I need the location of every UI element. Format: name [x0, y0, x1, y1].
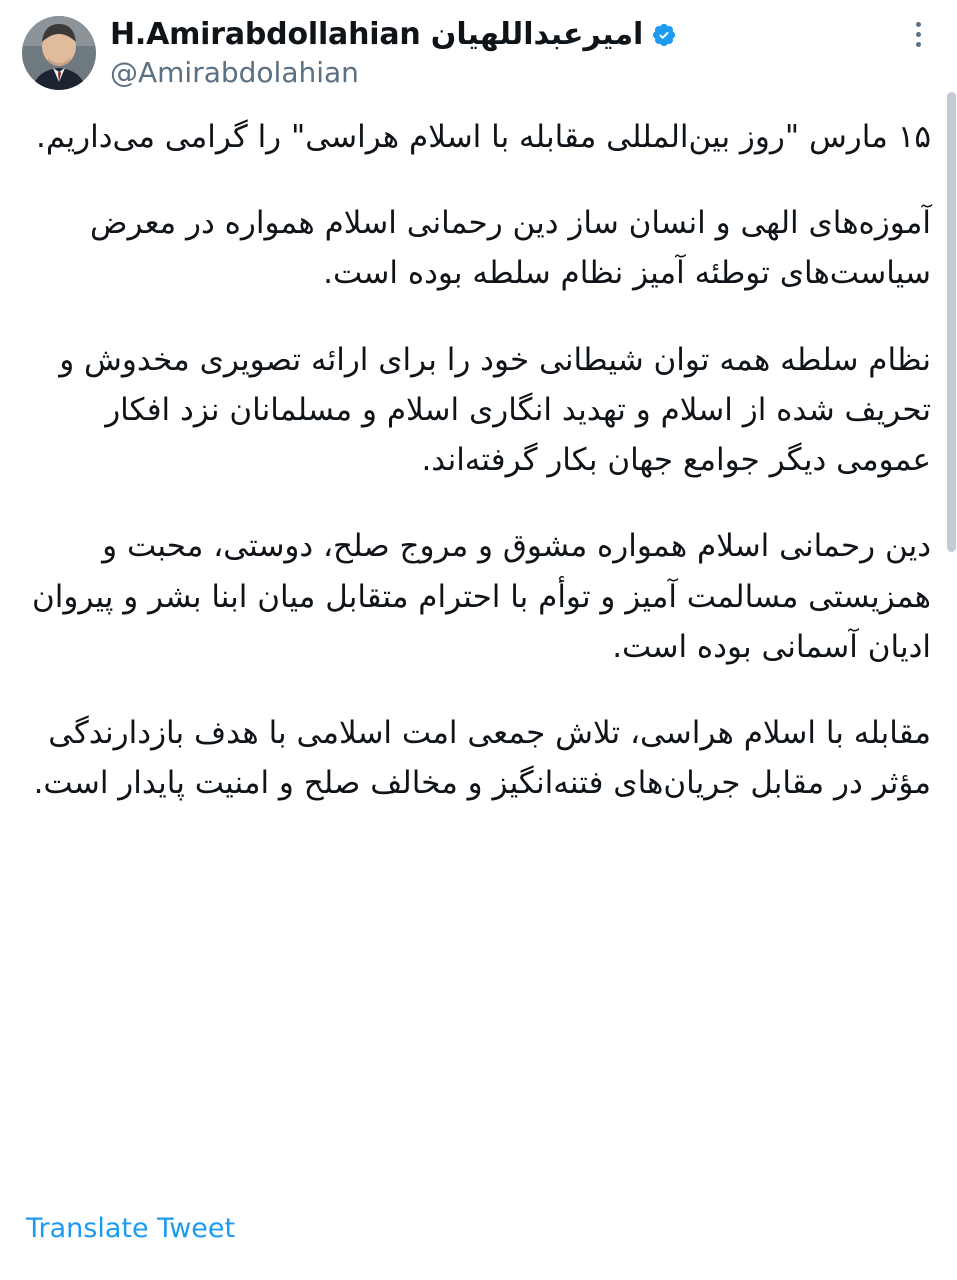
tweet-header — [22, 12, 935, 90]
tweet-paragraph: آموزه‌های الهی و انسان ساز دین رحمانی اسلام همواره در معرض سیاست‌های توطئه آمیز نظام سلطه بوده است. — [90, 205, 931, 292]
avatar[interactable] — [22, 16, 96, 90]
translate-tweet-link[interactable]: Translate Tweet — [26, 1213, 236, 1244]
tweet-paragraph: نظام سلطه همه توان شیطانی خود را برای ارائه تصویری مخدوش و تحریف شده از اسلام و تهدید انگاری اسلام و مسلمانان نزد افکار عمومی دیگر جوامع جهان بکار گرفته‌اند. — [59, 341, 931, 479]
tweet-paragraph: دین رحمانی اسلام همواره مشوق و مروج صلح، دوستی، محبت و همزیستی مسالمت آمیز و توأم با احترام متقابل میان ابنا بشر و پیروان ادیان آسمانی بوده است. — [31, 528, 931, 665]
scrollbar[interactable] — [946, 0, 957, 1280]
name-row — [110, 18, 887, 53]
tweet-text — [22, 112, 935, 808]
account-handle[interactable]: @Amirabdolahian — [110, 55, 359, 89]
verified-badge-icon — [651, 22, 677, 48]
display-name: H.Amirabdollahian امیرعبداللهیان — [110, 17, 644, 52]
scrollbar-thumb[interactable] — [947, 92, 956, 552]
kebab-dots — [916, 22, 921, 47]
tweet-paragraph: ۱۵ مارس "روز بین‌المللی مقابله با اسلام هراسی" را گرامی می‌داریم. — [36, 119, 931, 155]
account-identity — [110, 16, 887, 90]
tweet-paragraph: مقابله با اسلام هراسی، تلاش جمعی امت اسلامی با هدف بازدارندگی مؤثر در مقابل جریان‌های فتنه‌انگیز و مخالف صلح و امنیت پایدار است. — [33, 714, 931, 802]
more-options-icon[interactable] — [901, 16, 935, 66]
